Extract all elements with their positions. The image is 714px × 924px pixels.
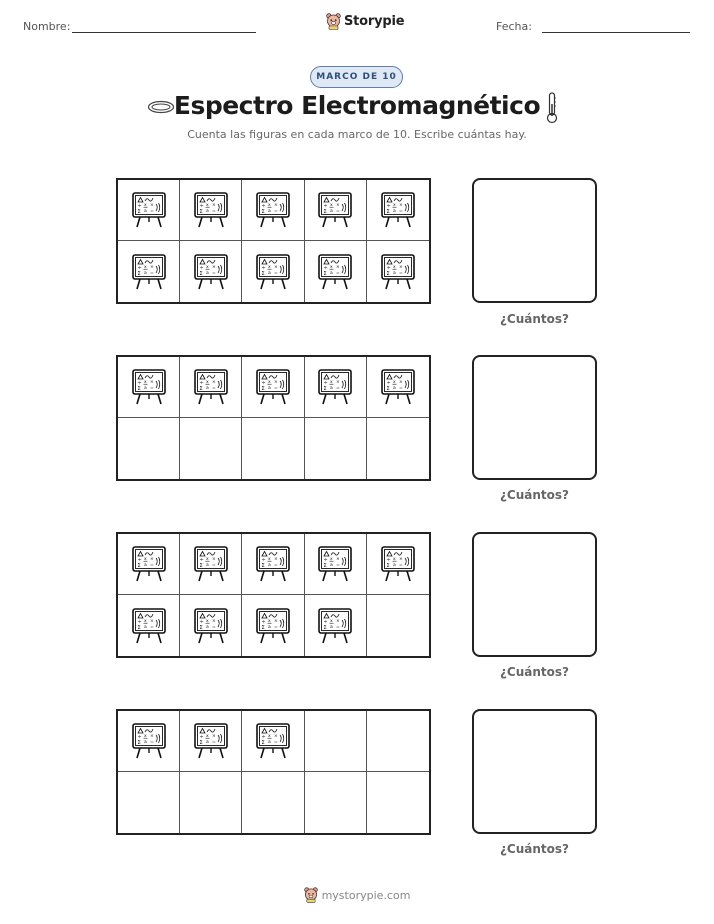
frame-cell <box>180 180 242 241</box>
frame-cell <box>367 241 429 302</box>
svg-text:÷: ÷ <box>323 380 328 387</box>
frame-cell <box>118 595 180 656</box>
svg-text:a: a <box>330 624 333 630</box>
svg-text:a: a <box>267 740 271 745</box>
svg-text:=: = <box>273 270 278 276</box>
frame-cell <box>180 241 242 302</box>
svg-text:a: a <box>143 624 147 630</box>
svg-text:=: = <box>211 209 216 214</box>
chalkboard-easel-icon <box>379 253 417 291</box>
frame-cell <box>305 418 367 479</box>
svg-text:=: = <box>211 740 216 745</box>
answer-box-1[interactable] <box>472 178 597 303</box>
svg-text:÷: ÷ <box>261 380 266 387</box>
answer-box-4[interactable] <box>472 709 597 834</box>
svg-text:=: = <box>336 563 340 568</box>
svg-text:Σ: Σ <box>137 270 141 277</box>
ten-frame-3 <box>116 532 431 658</box>
svg-text:=: = <box>149 563 154 568</box>
svg-text:a: a <box>330 270 333 276</box>
svg-text:×: × <box>336 264 340 270</box>
svg-text:a: a <box>267 624 271 630</box>
svg-text:×: × <box>398 380 403 385</box>
chalkboard-easel-icon <box>192 368 230 406</box>
svg-text:x: x <box>205 618 209 624</box>
chalkboard-easel-icon <box>254 545 292 583</box>
svg-text:x: x <box>267 618 271 624</box>
svg-text:Σ: Σ <box>261 209 265 215</box>
svg-text:=: = <box>336 386 340 391</box>
chalkboard-easel-icon <box>130 191 168 229</box>
svg-text:×: × <box>211 264 216 270</box>
svg-text:=: = <box>336 624 340 630</box>
svg-text:a: a <box>267 563 271 568</box>
svg-text:÷: ÷ <box>137 203 142 210</box>
svg-text:=: = <box>273 624 278 630</box>
svg-text:×: × <box>398 264 403 270</box>
chalkboard-easel-icon <box>130 607 168 645</box>
frame-cell <box>118 357 180 418</box>
svg-text:Σ: Σ <box>137 386 141 392</box>
svg-text:x: x <box>267 734 271 739</box>
svg-text:×: × <box>273 618 278 624</box>
svg-text:÷: ÷ <box>386 557 391 564</box>
frame-cell <box>242 595 304 656</box>
name-line[interactable] <box>72 32 256 33</box>
svg-text:×: × <box>211 380 216 385</box>
page-title: Espectro Electromagnético <box>173 91 541 120</box>
svg-text:a: a <box>267 386 271 391</box>
svg-text:×: × <box>336 380 340 385</box>
svg-text:=: = <box>336 270 340 276</box>
svg-text:÷: ÷ <box>386 203 391 210</box>
svg-text:÷: ÷ <box>137 619 142 625</box>
svg-text:Σ: Σ <box>199 563 203 569</box>
svg-text:=: = <box>211 386 216 391</box>
frame-cell <box>305 711 367 772</box>
svg-text:x: x <box>205 203 209 208</box>
chalkboard-easel-icon <box>192 191 230 229</box>
svg-text:x: x <box>392 203 396 208</box>
svg-text:×: × <box>149 264 154 270</box>
svg-text:Σ: Σ <box>323 386 327 392</box>
svg-text:×: × <box>398 557 403 562</box>
date-line[interactable] <box>542 32 690 33</box>
svg-text:×: × <box>273 557 278 562</box>
svg-text:×: × <box>149 203 154 208</box>
date-label: Fecha: <box>496 20 532 33</box>
chalkboard-easel-icon <box>192 722 230 760</box>
chalkboard-easel-icon <box>254 191 292 229</box>
frame-cell <box>180 595 242 656</box>
svg-text:x: x <box>143 380 147 385</box>
svg-text:Σ: Σ <box>137 209 141 215</box>
frame-cell <box>367 534 429 595</box>
svg-text:×: × <box>273 380 278 385</box>
svg-text:Σ: Σ <box>323 270 327 277</box>
svg-text:=: = <box>273 209 278 214</box>
svg-text:×: × <box>211 203 216 208</box>
svg-text:÷: ÷ <box>199 203 204 210</box>
svg-text:÷: ÷ <box>261 734 266 741</box>
svg-text:a: a <box>392 209 396 214</box>
svg-text:×: × <box>336 203 340 208</box>
svg-text:x: x <box>330 203 333 208</box>
svg-text:x: x <box>330 380 333 385</box>
svg-text:=: = <box>273 386 278 391</box>
svg-text:÷: ÷ <box>137 557 142 564</box>
svg-text:Σ: Σ <box>199 386 203 392</box>
svg-text:x: x <box>392 264 396 270</box>
svg-text:=: = <box>398 270 403 276</box>
chalkboard-easel-icon <box>316 607 354 645</box>
svg-text:×: × <box>336 618 340 624</box>
svg-text:=: = <box>149 270 154 276</box>
bear-icon <box>304 887 318 903</box>
frame-cell <box>242 534 304 595</box>
frame-cell <box>242 418 304 479</box>
frame-cell <box>305 772 367 833</box>
svg-text:=: = <box>211 563 216 568</box>
chalkboard-easel-icon <box>316 368 354 406</box>
svg-text:x: x <box>205 557 209 562</box>
footer-url: mystorypie.com <box>321 888 411 902</box>
svg-text:÷: ÷ <box>323 557 328 564</box>
svg-text:x: x <box>392 557 396 562</box>
svg-text:a: a <box>143 563 147 568</box>
svg-text:Σ: Σ <box>261 740 265 746</box>
answer-box-2[interactable] <box>472 355 597 480</box>
svg-text:a: a <box>143 270 147 276</box>
svg-text:x: x <box>143 734 147 739</box>
svg-text:=: = <box>273 563 278 568</box>
svg-text:a: a <box>205 270 209 276</box>
answer-label-2: ¿Cuántos? <box>499 488 570 502</box>
answer-label-4: ¿Cuántos? <box>499 842 570 856</box>
svg-text:Σ: Σ <box>199 209 203 215</box>
svg-text:Σ: Σ <box>261 386 265 392</box>
chalkboard-easel-icon <box>130 368 168 406</box>
svg-text:×: × <box>273 203 278 208</box>
worksheet-type-badge: MARCO DE 10 <box>310 66 403 88</box>
frame-cell <box>367 772 429 833</box>
svg-text:a: a <box>205 563 209 568</box>
svg-text:÷: ÷ <box>386 380 391 387</box>
svg-text:=: = <box>273 740 278 745</box>
svg-text:Σ: Σ <box>199 740 203 746</box>
svg-text:×: × <box>273 734 278 739</box>
svg-text:x: x <box>143 618 147 624</box>
frame-cell <box>367 357 429 418</box>
svg-text:÷: ÷ <box>199 265 204 271</box>
svg-text:x: x <box>330 618 333 624</box>
chalkboard-easel-icon <box>254 368 292 406</box>
svg-text:=: = <box>211 270 216 276</box>
svg-text:Σ: Σ <box>386 270 390 277</box>
svg-text:÷: ÷ <box>137 734 142 741</box>
frame-cell <box>367 595 429 656</box>
svg-text:÷: ÷ <box>199 557 204 564</box>
svg-text:Σ: Σ <box>386 563 390 569</box>
frame-cell <box>242 241 304 302</box>
svg-text:a: a <box>205 386 209 391</box>
frame-cell <box>180 534 242 595</box>
svg-text:x: x <box>267 264 271 270</box>
frame-cell <box>367 180 429 241</box>
svg-text:÷: ÷ <box>261 265 266 271</box>
svg-text:Σ: Σ <box>261 270 265 277</box>
frame-cell <box>242 772 304 833</box>
svg-text:Σ: Σ <box>199 270 203 277</box>
svg-text:=: = <box>336 209 340 214</box>
svg-text:÷: ÷ <box>323 619 328 625</box>
svg-text:=: = <box>398 563 403 568</box>
svg-text:x: x <box>205 380 209 385</box>
footer <box>0 887 714 903</box>
svg-text:x: x <box>267 557 271 562</box>
chalkboard-easel-icon <box>254 253 292 291</box>
svg-text:a: a <box>392 270 396 276</box>
svg-text:×: × <box>398 203 403 208</box>
svg-text:Σ: Σ <box>137 563 141 569</box>
answer-label-3: ¿Cuántos? <box>499 665 570 679</box>
svg-text:Σ: Σ <box>323 209 327 215</box>
chalkboard-easel-icon <box>192 253 230 291</box>
svg-text:a: a <box>392 386 396 391</box>
svg-text:a: a <box>143 386 147 391</box>
svg-text:a: a <box>205 624 209 630</box>
svg-text:÷: ÷ <box>261 203 266 210</box>
svg-text:x: x <box>267 380 271 385</box>
svg-text:x: x <box>330 557 333 562</box>
svg-text:=: = <box>211 624 216 630</box>
svg-text:x: x <box>205 264 209 270</box>
chalkboard-easel-icon <box>130 253 168 291</box>
svg-text:x: x <box>143 264 147 270</box>
chalkboard-easel-icon <box>379 545 417 583</box>
svg-text:÷: ÷ <box>323 203 328 210</box>
svg-text:÷: ÷ <box>261 557 266 564</box>
chalkboard-easel-icon <box>254 722 292 760</box>
svg-text:Σ: Σ <box>137 740 141 746</box>
chalkboard-easel-icon <box>254 607 292 645</box>
svg-text:Σ: Σ <box>261 624 265 631</box>
frame-cell <box>367 418 429 479</box>
svg-text:a: a <box>143 209 147 214</box>
chalkboard-easel-icon <box>192 607 230 645</box>
svg-text:×: × <box>149 380 154 385</box>
svg-text:a: a <box>143 740 147 745</box>
svg-text:a: a <box>330 386 333 391</box>
svg-text:a: a <box>267 209 271 214</box>
frame-cell <box>242 180 304 241</box>
frame-cell <box>367 711 429 772</box>
frame-cell <box>118 534 180 595</box>
svg-text:÷: ÷ <box>199 380 204 387</box>
svg-text:×: × <box>149 557 154 562</box>
answer-box-3[interactable] <box>472 532 597 657</box>
svg-text:a: a <box>330 209 333 214</box>
frame-cell <box>305 357 367 418</box>
svg-text:÷: ÷ <box>386 265 391 271</box>
svg-text:=: = <box>398 209 403 214</box>
frame-cell <box>180 711 242 772</box>
frame-cell <box>118 418 180 479</box>
svg-text:a: a <box>205 209 209 214</box>
chalkboard-easel-icon <box>379 368 417 406</box>
chalkboard-easel-icon <box>130 722 168 760</box>
brand-logo <box>326 13 404 30</box>
ten-frame-1 <box>116 178 431 304</box>
svg-text:=: = <box>149 624 154 630</box>
chalkboard-easel-icon <box>130 545 168 583</box>
svg-text:=: = <box>149 740 154 745</box>
chalkboard-easel-icon <box>316 253 354 291</box>
frame-cell <box>180 418 242 479</box>
frame-cell <box>242 357 304 418</box>
svg-text:x: x <box>330 264 333 270</box>
svg-text:Σ: Σ <box>323 624 327 631</box>
svg-text:÷: ÷ <box>261 619 266 625</box>
svg-text:Σ: Σ <box>261 563 265 569</box>
name-label: Nombre: <box>23 20 71 33</box>
frame-cell <box>305 180 367 241</box>
svg-text:x: x <box>143 203 147 208</box>
chalkboard-easel-icon <box>316 191 354 229</box>
svg-text:×: × <box>149 618 154 624</box>
frame-cell <box>305 534 367 595</box>
frame-cell <box>305 595 367 656</box>
svg-text:÷: ÷ <box>199 619 204 625</box>
svg-text:x: x <box>143 557 147 562</box>
svg-text:Σ: Σ <box>323 563 327 569</box>
svg-text:÷: ÷ <box>323 265 328 271</box>
chalkboard-easel-icon <box>192 545 230 583</box>
svg-text:÷: ÷ <box>137 380 142 387</box>
svg-text:Σ: Σ <box>386 386 390 392</box>
svg-text:×: × <box>336 557 340 562</box>
svg-text:x: x <box>392 380 396 385</box>
answer-label-1: ¿Cuántos? <box>499 312 570 326</box>
svg-text:x: x <box>267 203 271 208</box>
frame-cell <box>305 241 367 302</box>
svg-text:×: × <box>211 618 216 624</box>
chalkboard-easel-icon <box>379 191 417 229</box>
thermometer-icon <box>545 92 559 124</box>
brand-name: Storypie <box>344 14 405 29</box>
svg-text:=: = <box>398 386 403 391</box>
svg-text:=: = <box>149 209 154 214</box>
bear-icon <box>326 13 341 30</box>
svg-text:Σ: Σ <box>386 209 390 215</box>
frame-cell <box>242 711 304 772</box>
svg-text:×: × <box>211 557 216 562</box>
svg-text:×: × <box>211 734 216 739</box>
frame-cell <box>180 357 242 418</box>
frame-cell <box>118 711 180 772</box>
svg-text:x: x <box>205 734 209 739</box>
svg-text:Σ: Σ <box>199 624 203 631</box>
frame-cell <box>118 180 180 241</box>
frame-cell <box>118 241 180 302</box>
ten-frame-4 <box>116 709 431 835</box>
ten-frame-2 <box>116 355 431 481</box>
svg-text:×: × <box>273 264 278 270</box>
instructions: Cuenta las figuras en cada marco de 10. Escribe cuántas hay. <box>187 128 527 141</box>
svg-text:a: a <box>205 740 209 745</box>
chalkboard-easel-icon <box>316 545 354 583</box>
svg-text:a: a <box>267 270 271 276</box>
svg-text:×: × <box>149 734 154 739</box>
svg-text:a: a <box>330 563 333 568</box>
frame-cell <box>118 772 180 833</box>
svg-text:Σ: Σ <box>137 624 141 631</box>
svg-text:a: a <box>392 563 396 568</box>
svg-text:÷: ÷ <box>199 734 204 741</box>
svg-text:=: = <box>149 386 154 391</box>
svg-text:÷: ÷ <box>137 265 142 271</box>
frame-cell <box>180 772 242 833</box>
